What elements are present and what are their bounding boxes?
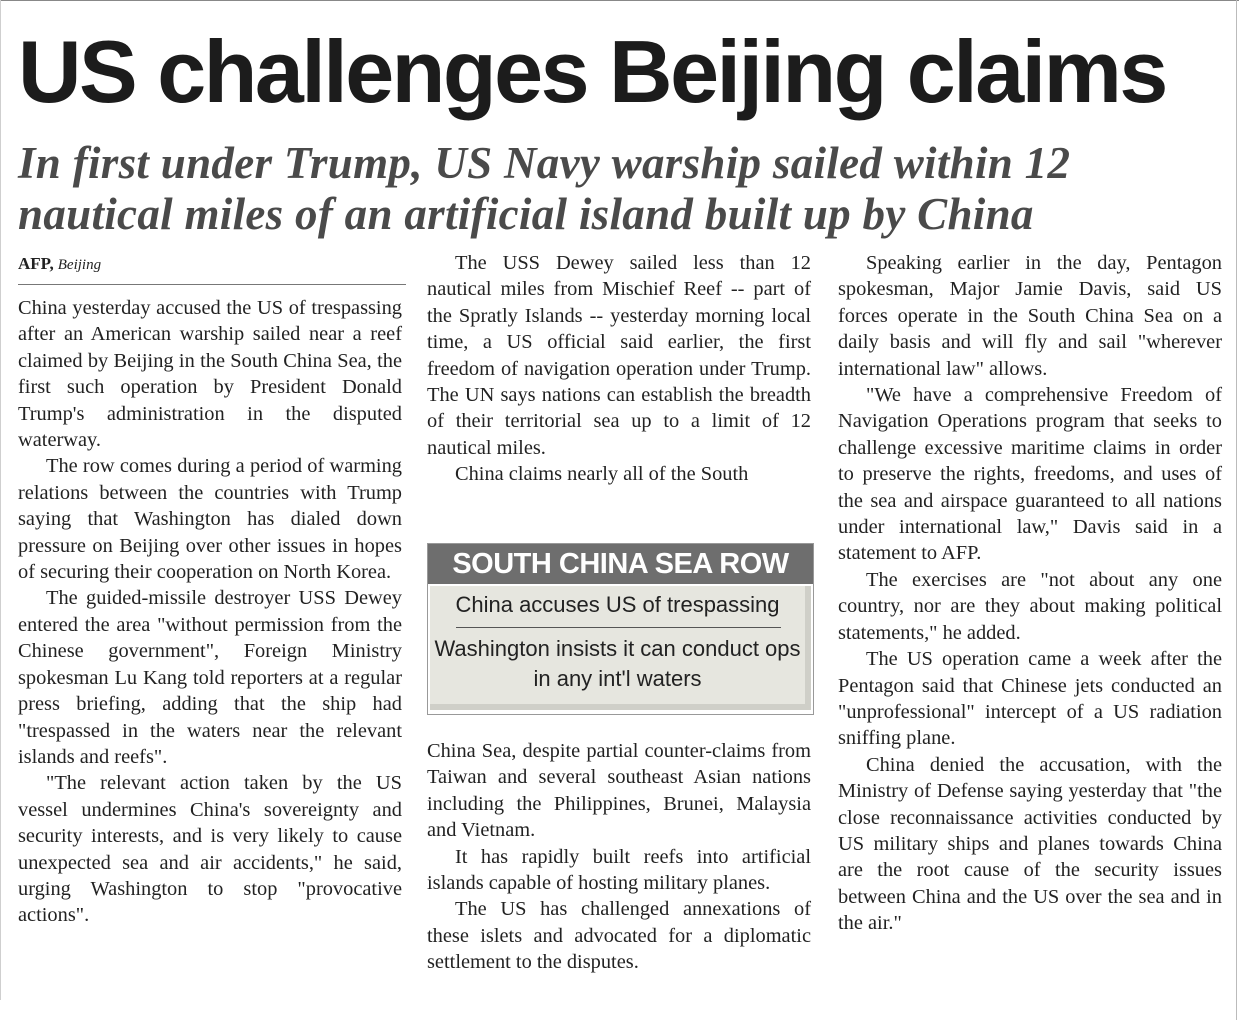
byline-place: Beijing — [57, 257, 102, 273]
subheadline-line-2: nautical miles of an artificial island built up by China — [18, 189, 1034, 239]
fact-box-title: SOUTH CHINA SEA ROW — [428, 544, 813, 584]
paragraph: China denied the accusation, with the Ministry of Defense saying yesterday that "the close reconnaissance activities conducted by US military ships and planes towards China are the root cause of the security issues between China and the US over the sea and in the air." — [838, 753, 1222, 935]
paragraph: Speaking earlier in the day, Pentagon spokesman, Major Jamie Davis, said US forces operate in the South China Sea on a daily basis and will fly and sail "wherever international law" allows. — [838, 252, 1222, 380]
right-rule — [1236, 0, 1237, 1020]
paragraph: "The relevant action taken by the US vessel undermines China's sovereignty and security interests, and is very likely to cause unexpected sea and air accidents," he said, urging Washington to stop "provocative actions". — [18, 772, 402, 927]
byline-agency: AFP, — [18, 254, 54, 273]
subheadline-line-1: In first under Trump, US Navy warship sailed within 12 — [18, 138, 1071, 188]
paragraph: China claims nearly all of the South — [455, 463, 749, 486]
article-column-1 — [18, 295, 402, 929]
article-column-2-bottom — [427, 738, 811, 976]
paragraph: The row comes during a period of warming relations between the countries with Trump saying that Washington has dialed down pressure on Beijing over other issues in hopes of securing their cooperation on North Korea. — [18, 455, 402, 584]
left-rule — [0, 0, 1, 1000]
paragraph: China Sea, despite partial counter-claims from Taiwan and several southeast Asian nations including the Philippines, Brunei, Malaysia and Vietnam. — [427, 740, 811, 842]
paragraph: The USS Dewey sailed less than 12 nautical miles from Mischief Reef -- part of the Spratly Islands -- yesterday morning local time, a US official said earlier, the first freedom of navigation operation under Trump. The UN says nations can establish the breadth of their territorial sea up to a limit of 12 nautical miles. — [427, 252, 811, 459]
paragraph: "We have a comprehensive Freedom of Navigation Operations program that seeks to challenge excessive maritime claims in order to preserve the rights, freedoms, and uses of the sea and airspace guaranteed to all nations under international law," Davis said in a statement to AFP. — [838, 384, 1222, 565]
paragraph: The exercises are "not about any one country, nor are they about making political statements," he added. — [838, 568, 1222, 644]
article-column-3 — [838, 250, 1222, 937]
paragraph: The US operation came a week after the Pentagon said that Chinese jets conducted an "unprofessional" intercept of a US radiation sniffing plane. — [838, 648, 1222, 750]
paragraph: The US has challenged annexations of these islets and advocated for a diplomatic settlement to the disputes. — [427, 898, 811, 974]
fact-box-divider — [456, 627, 781, 628]
headline: US challenges Beijing claims — [18, 22, 1166, 121]
fact-box-item-2: Washington insists it can conduct ops in any int'l waters — [434, 636, 801, 691]
fact-box-item-1: China accuses US of trespassing — [455, 592, 780, 617]
top-rule — [0, 0, 1239, 1]
byline-rule — [18, 284, 406, 285]
byline — [18, 254, 101, 274]
subheadline — [18, 138, 1228, 240]
article-column-2-top — [427, 250, 811, 488]
fact-box — [427, 543, 814, 715]
paragraph: The guided-missile destroyer USS Dewey entered the area "without permission from the Chinese government", Foreign Ministry spokesman Lu Kang told reporters at a regular press briefing, adding that the ship had "trespassed in the waters near the relevant islands and reefs". — [18, 587, 402, 768]
fact-box-panel — [430, 586, 811, 710]
paragraph: It has rapidly built reefs into artificial islands capable of hosting military planes. — [427, 845, 811, 895]
paragraph: China yesterday accused the US of trespassing after an American warship sailed near a reef claimed by Beijing in the South China Sea, the first such operation by President Donald Trump's administration in the disputed waterway. — [18, 297, 402, 452]
